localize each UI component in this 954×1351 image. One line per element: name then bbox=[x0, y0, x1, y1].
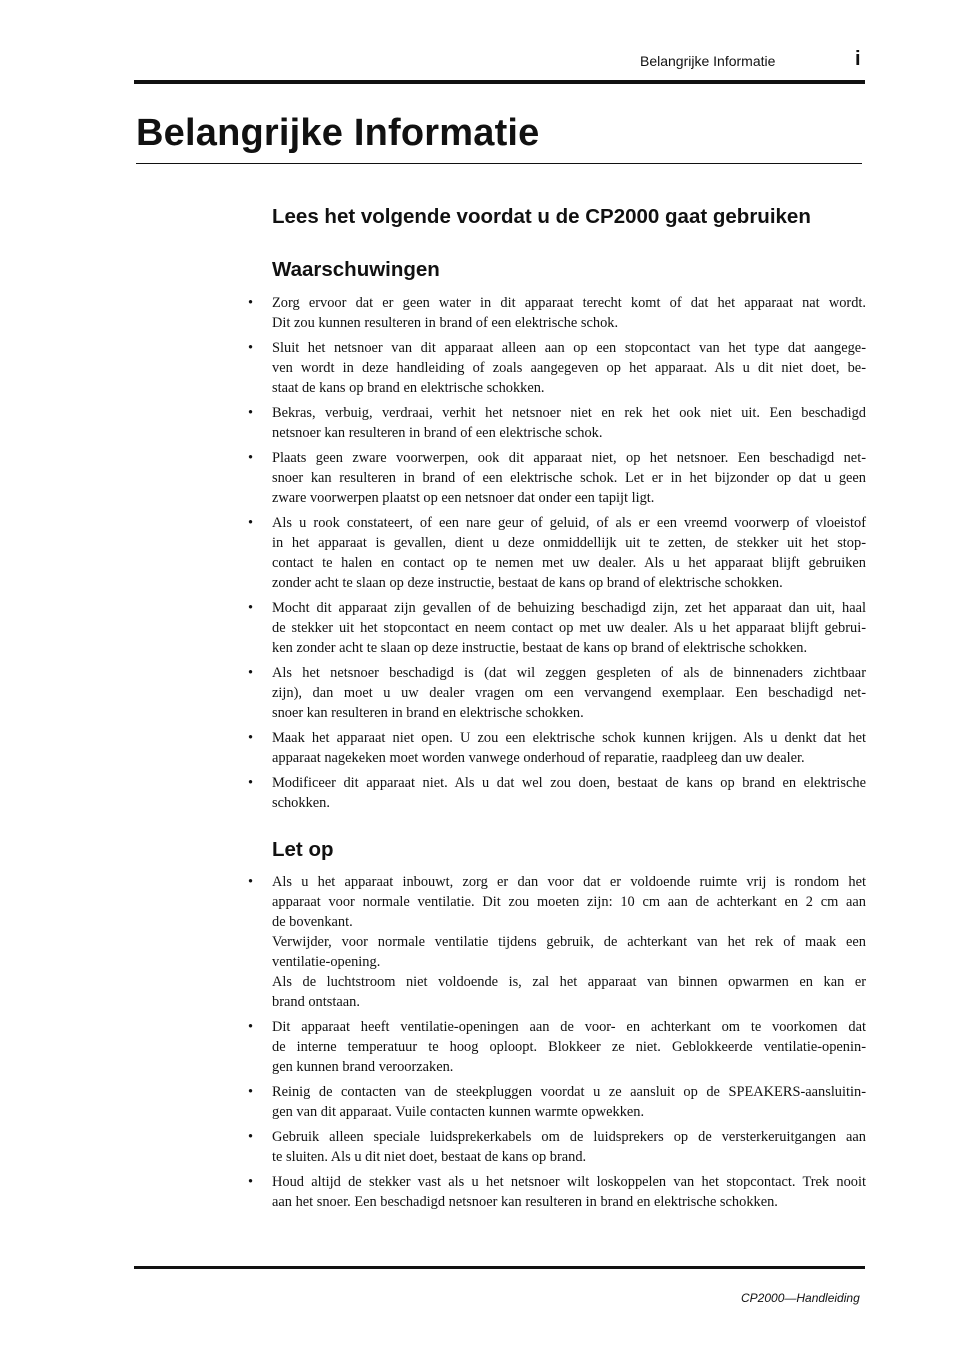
page-number: i bbox=[855, 48, 861, 70]
running-header-title: Belangrijke Informatie bbox=[640, 53, 776, 69]
item-text-line: de interne temperatuur te hoog oploopt. Blokkeer ze niet. Geblokkeerde ventilatie-openin- bbox=[272, 1039, 866, 1055]
item-text-line: gen kunnen brand veroorzaken. bbox=[272, 1059, 454, 1075]
list-item bbox=[248, 513, 866, 593]
title-rule bbox=[136, 163, 862, 164]
bullet-icon: • bbox=[248, 600, 254, 616]
item-text-line: Reinig de contacten van de steekpluggen voordat u ze aansluit op de SPEAKERS-aansluitin- bbox=[272, 1084, 866, 1100]
list-item bbox=[248, 293, 866, 333]
bullet-icon: • bbox=[248, 340, 254, 356]
bullet-icon: • bbox=[248, 405, 254, 421]
bullet-icon: • bbox=[248, 1019, 254, 1035]
bullet-icon: • bbox=[248, 874, 254, 890]
item-text-line: snoer kan resulteren in brand en elektrische schokken. bbox=[272, 705, 584, 721]
item-text-line: staat de kans op brand en elektrische schokken. bbox=[272, 380, 545, 396]
item-text-line: Plaats geen zware voorwerpen, ook dit apparaat niet, op het netsnoer. Een beschadigd net- bbox=[272, 450, 866, 466]
footer-manual-title: CP2000—Handleiding bbox=[741, 1291, 860, 1305]
list-item bbox=[248, 663, 866, 723]
item-text-line: Als u het apparaat inbouwt, zorg er dan voor dat er voldoende ruimte vrij is rondom het bbox=[272, 874, 866, 890]
list-item bbox=[248, 448, 866, 508]
item-text-line: Verwijder, voor normale ventilatie tijdens gebruik, de achterkant van het rek of maak een bbox=[272, 934, 866, 950]
item-text-line: zonder acht te slaan op deze instructie, bestaat de kans op brand of elektrische schokken. bbox=[272, 575, 783, 591]
list-item bbox=[248, 598, 866, 658]
item-text-line: Zorg ervoor dat er geen water in dit apparaat terecht komt of dat het apparaat nat wordt. bbox=[272, 295, 866, 311]
list-item bbox=[248, 1172, 866, 1212]
item-text-line: zware voorwerpen plaatst op een netsnoer dat onder een tapijt ligt. bbox=[272, 490, 655, 506]
bullet-icon: • bbox=[248, 1084, 254, 1100]
item-text-line: te sluiten. Als u dit niet doet, bestaat de kans op brand. bbox=[272, 1149, 587, 1165]
bullet-icon: • bbox=[248, 295, 254, 311]
bullet-icon: • bbox=[248, 450, 254, 466]
list-item bbox=[248, 403, 866, 443]
item-text-line: Maak het apparaat niet open. U zou een elektrische schok kunnen krijgen. Als u denkt dat het bbox=[272, 730, 866, 746]
intro-heading: Lees het volgende voordat u de CP2000 gaat gebruiken bbox=[272, 205, 811, 228]
bullet-icon: • bbox=[248, 730, 254, 746]
item-text-line: snoer kan resulteren in brand of een elektrische schok. Let er in het bijzonder op dat u geen bbox=[272, 470, 866, 486]
item-text-line: in het apparaat is gevallen, dient u deze onmiddellijk uit te zetten, de stekker uit het stop- bbox=[272, 535, 866, 551]
warnings-list bbox=[248, 293, 866, 818]
item-text-line: Houd altijd de stekker vast als u het netsnoer wilt loskoppelen van het stopcontact. Trek nooit bbox=[272, 1174, 866, 1190]
item-text-line: apparaat voor normale ventilatie. Dit zou moeten zijn: 10 cm aan de achterkant en 2 cm aan bbox=[272, 894, 866, 910]
item-text-line: Dit zou kunnen resulteren in brand of een elektrische schok. bbox=[272, 315, 619, 331]
item-text-line: ven wordt in deze handleiding of zoals aangegeven op het apparaat. Als u dit niet doet, be- bbox=[272, 360, 866, 376]
item-text-line: netsnoer kan resulteren in brand of een elektrische schok. bbox=[272, 425, 603, 441]
list-item bbox=[248, 728, 866, 768]
item-text-line: Gebruik alleen speciale luidsprekerkabels om de luidsprekers op de versterkeruitgangen aan bbox=[272, 1129, 866, 1145]
bullet-icon: • bbox=[248, 775, 254, 791]
bullet-icon: • bbox=[248, 665, 254, 681]
item-text-line: brand ontstaan. bbox=[272, 994, 360, 1010]
item-text-line: gen van dit apparaat. Vuile contacten kunnen warmte opwekken. bbox=[272, 1104, 645, 1120]
caution-list bbox=[248, 872, 866, 1217]
list-item bbox=[248, 338, 866, 398]
item-text-line: Sluit het netsnoer van dit apparaat alleen aan op een stopcontact van het type dat aangege- bbox=[272, 340, 866, 356]
item-text-line: ken zonder acht te slaan op deze instructie, bestaat de kans op brand of elektrische schokken. bbox=[272, 640, 808, 656]
item-text-line: Als de luchtstroom niet voldoende is, zal het apparaat van binnen opwarmen en kan er bbox=[272, 974, 866, 990]
item-text-line: de stekker uit het stopcontact en neem contact op met uw dealer. Als u het apparaat blijft gebrui- bbox=[272, 620, 866, 636]
list-item bbox=[248, 1017, 866, 1077]
list-item bbox=[248, 1082, 866, 1122]
item-text-line: zijn), dan moet u uw dealer vragen om een vervangend exemplaar. Een beschadigd net- bbox=[272, 685, 866, 701]
bullet-icon: • bbox=[248, 515, 254, 531]
item-text-line: Mocht dit apparaat zijn gevallen of de behuizing beschadigd zijn, zet het apparaat dan uit, haal bbox=[272, 600, 866, 616]
bullet-icon: • bbox=[248, 1129, 254, 1145]
item-text-line: schokken. bbox=[272, 795, 330, 811]
bullet-icon: • bbox=[248, 1174, 254, 1190]
item-text-line: Modificeer dit apparaat niet. Als u dat wel zou doen, bestaat de kans op brand en elektrische bbox=[272, 775, 866, 791]
item-text-line: Als het netsnoer beschadigd is (dat wil zeggen gespleten of als de binnenaders zichtbaar bbox=[272, 665, 866, 681]
item-text-line: aan het snoer. Een beschadigd netsnoer kan resulteren in brand en elektrische schokken. bbox=[272, 1194, 778, 1210]
list-item bbox=[248, 1127, 866, 1167]
item-text-line: Bekras, verbuig, verdraai, verhit het netsnoer niet en rek het ook niet uit. Een beschadigd bbox=[272, 405, 866, 421]
list-item bbox=[248, 773, 866, 813]
warnings-heading: Waarschuwingen bbox=[272, 258, 440, 281]
footer-rule bbox=[134, 1266, 865, 1269]
page-title: Belangrijke Informatie bbox=[136, 112, 540, 154]
item-text-line: de bovenkant. bbox=[272, 914, 353, 930]
item-text-line: apparaat nagekeken moet worden vanwege onderhoud of reparatie, raadpleeg dan uw dealer. bbox=[272, 750, 805, 766]
header-rule bbox=[134, 80, 865, 84]
item-text-line: Als u rook constateert, of een nare geur of geluid, of als er een vreemd voorwerp of vloeistof bbox=[272, 515, 866, 531]
list-item bbox=[248, 872, 866, 1012]
caution-heading: Let op bbox=[272, 838, 334, 861]
item-text-line: ventilatie-opening. bbox=[272, 954, 381, 970]
item-text-line: contact te halen en contact op te nemen met uw dealer. Als u het apparaat blijft gebruiken bbox=[272, 555, 866, 571]
item-text-line: Dit apparaat heeft ventilatie-openingen aan de voor- en achterkant om te voorkomen dat bbox=[272, 1019, 866, 1035]
